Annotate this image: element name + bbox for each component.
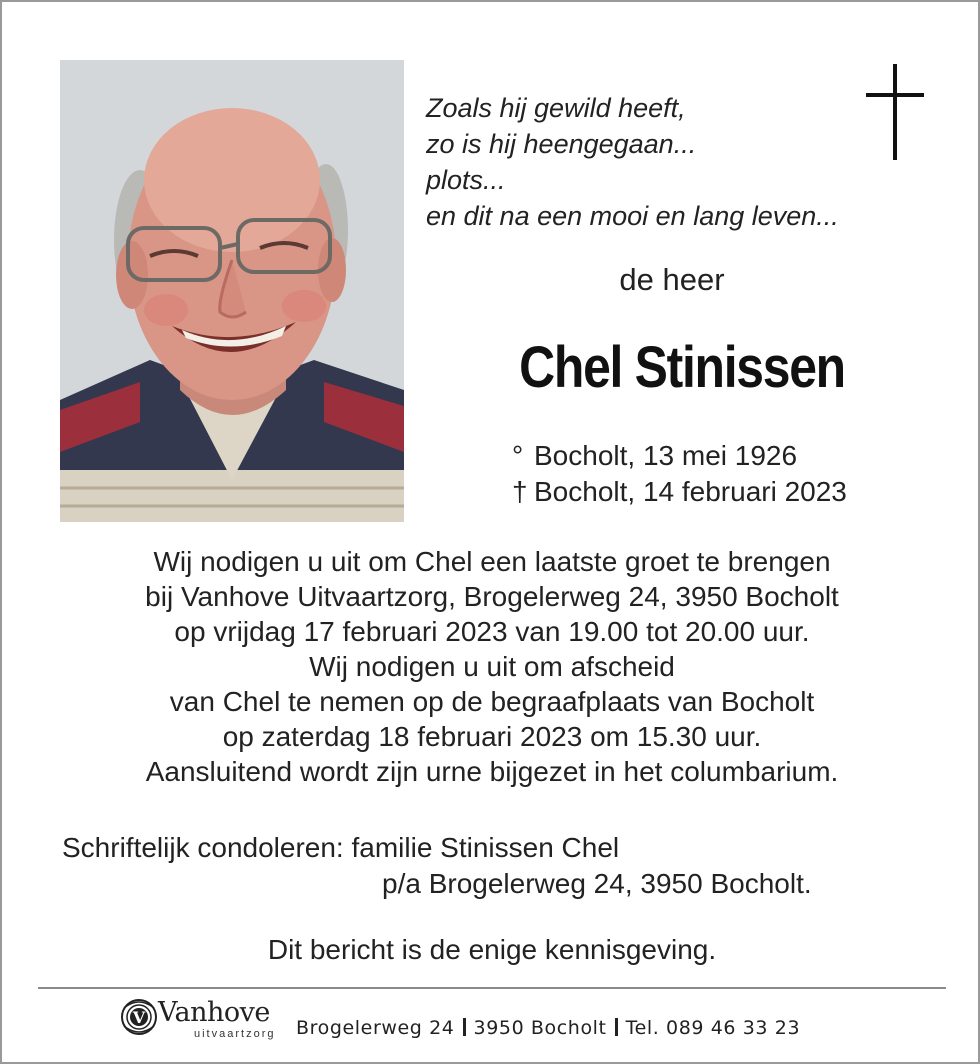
life-dates [512,438,847,510]
invitation-text [42,544,942,789]
contact-line [296,1017,800,1039]
invitation-line: op vrijdag 17 februari 2023 van 19.00 tot 20.00 uur. [174,616,810,647]
invitation-line: Aansluitend wordt zijn urne bijgezet in het columbarium. [145,756,839,787]
portrait-illustration [60,60,404,522]
brand-subtitle: uitvaartzorg [194,1028,276,1040]
footer-street: Brogelerweg 24 [296,1017,455,1039]
separator [463,1018,466,1036]
deceased-name: Chel Stinissen [519,335,845,400]
poem-line: plots... [426,165,506,195]
honorific: de heer [619,262,725,297]
brand-name: Vanhove [158,997,270,1028]
death-row [512,474,847,510]
invitation-line: van Chel te nemen op de begraafplaats van Bocholt [169,686,815,717]
invitation-line: op zaterdag 18 februari 2023 om 15.30 uur. [222,721,762,752]
footer-phone: Tel. 089 46 33 23 [625,1017,801,1039]
cross-icon [866,64,924,162]
poem [426,90,839,234]
separator [615,1018,618,1036]
condolence-address: p/a Brogelerweg 24, 3950 Bocholt. [382,868,812,899]
vanhove-logo [118,994,288,1046]
logo-letter: V [132,1008,146,1027]
notice-text: Dit bericht is de enige kennisgeving. [267,934,717,965]
poem-line: en dit na een mooi en lang leven... [426,201,839,231]
birth-row [512,438,847,474]
logo-emblem-icon [118,994,160,1040]
invitation-line: bij Vanhove Uitvaartzorg, Brogelerweg 24, 3950 Bocholt [145,581,839,612]
portrait-photo [60,60,404,522]
death-date: Bocholt, 14 februari 2023 [534,476,847,507]
poem-line: zo is hij heengegaan... [426,129,697,159]
birth-symbol: ° [512,440,524,471]
invitation-line: Wij nodigen u uit om Chel een laatste groet te brengen [153,546,831,577]
footer-divider [38,987,946,989]
birth-date: Bocholt, 13 mei 1926 [534,440,798,471]
condolence-info [62,830,812,902]
death-symbol: † [512,476,528,507]
condolence-line: Schriftelijk condoleren: familie Stinissen Chel [62,832,620,863]
footer-city: 3950 Bocholt [473,1017,607,1039]
poem-line: Zoals hij gewild heeft, [426,93,686,123]
invitation-line: Wij nodigen u uit om afscheid [309,651,675,682]
